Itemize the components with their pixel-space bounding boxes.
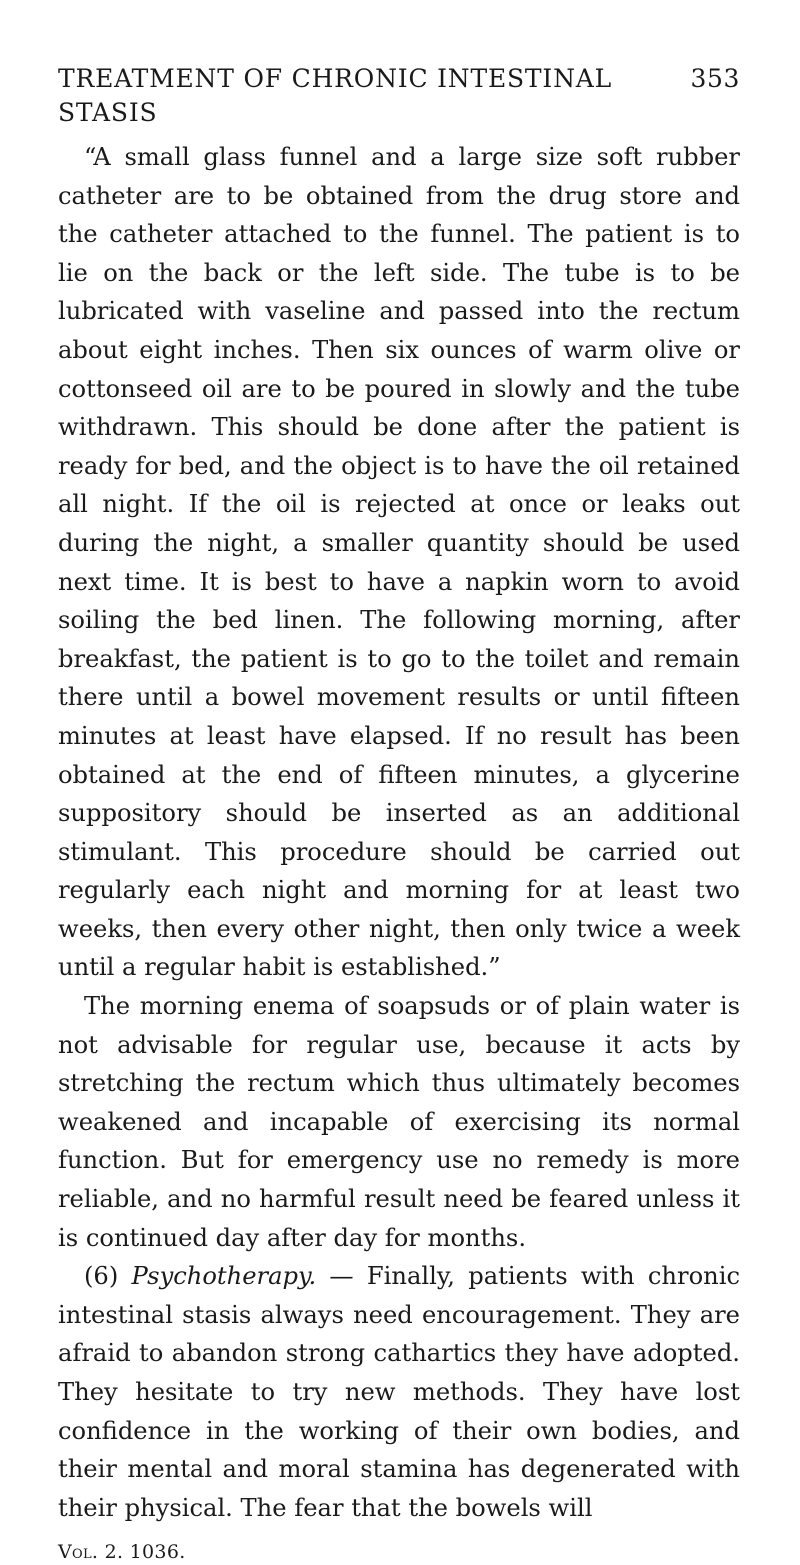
section-dash: — xyxy=(316,1262,367,1291)
page xyxy=(58,62,740,1565)
section-heading: Psychotherapy. xyxy=(131,1262,317,1291)
running-head-title: TREATMENT OF CHRONIC INTESTINAL STASIS xyxy=(58,64,612,127)
psychotherapy-paragraph xyxy=(58,1257,740,1527)
section-number: (6) xyxy=(84,1262,119,1291)
footer-signature xyxy=(58,1539,740,1565)
enema-paragraph: The morning enema of soapsuds or of plain water is not advisable for regular use, because it acts by stretching the rectum which thus ultimately becomes weakened and incapable of exercising its normal function. But for emergency use no remedy is more reliable, and no harmful result need be feared unless it is continued day after day for months. xyxy=(58,992,740,1252)
quoted-instructions-paragraph: “A small glass funnel and a large size soft rubber catheter are to be obtained from the drug store and the catheter attached to the funnel. The patient is to lie on the back or the left side. The tube is to be lubricated with vaseline and passed into the rectum about eight inches. Then six ounces of warm olive or cottonseed oil are to be poured in slowly and the tube withdrawn. This should be done after the patient is ready for bed, and the object is to have the oil retained all night. If the oil is rejected at once or leaks out during the night, a smaller quantity should be used next time. It is best to have a napkin worn to avoid soiling the bed linen. The following morning, after breakfast, the patient is to go to the toilet and remain there until a bowel movement results or until fifteen minutes at least have elapsed. If no result has been obtained at the end of fifteen minutes, a glycerine suppository should be inserted as an additional stimulant. This procedure should be carried out regularly each night and morning for at least two weeks, then every other night, then only twice a week until a regular habit is established.” xyxy=(58,143,740,982)
running-head xyxy=(58,62,740,130)
page-number: 353 xyxy=(690,64,740,93)
body-text xyxy=(58,138,740,1527)
signature-mark: Vol. 2. 1036. xyxy=(58,1541,186,1564)
section-text: Finally, patients with chronic intestinal stasis always need encouragement. They are afraid to abandon strong cathartics they have adopted. They hesitate to try new methods. They have lost confidence in the working of their own bodies, and their mental and moral stamina has degenerated with their physical. The fear that the bowels will xyxy=(58,1262,740,1522)
